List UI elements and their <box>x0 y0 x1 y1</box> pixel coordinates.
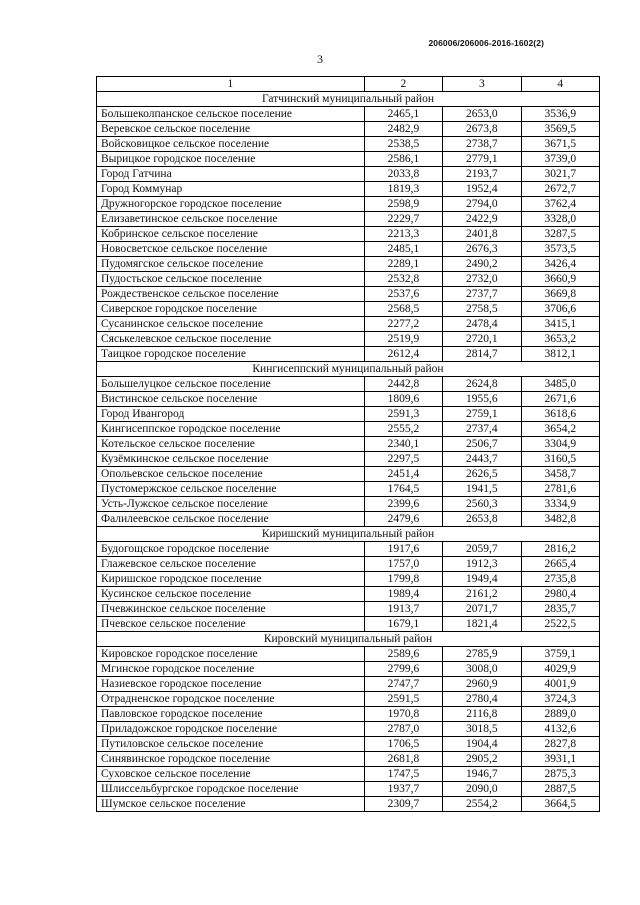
table-row <box>97 152 600 167</box>
value-col-2: 2277,2 <box>364 317 442 332</box>
value-col-4: 3573,5 <box>521 242 599 257</box>
value-col-2: 2586,1 <box>364 152 442 167</box>
settlement-name: Путиловское сельское поселение <box>97 737 365 752</box>
settlement-name: Рождественское сельское поселение <box>97 287 365 302</box>
value-col-2: 1937,7 <box>364 782 442 797</box>
value-col-4: 3762,4 <box>521 197 599 212</box>
district-name: Кингисеппский муниципальный район <box>97 362 600 377</box>
value-col-4: 2781,6 <box>521 482 599 497</box>
settlement-name: Павловское городское поселение <box>97 707 365 722</box>
table-row <box>97 572 600 587</box>
table-row <box>97 272 600 287</box>
value-col-3: 2676,3 <box>443 242 521 257</box>
settlement-name: Кусинское сельское поселение <box>97 587 365 602</box>
value-col-4: 3426,4 <box>521 257 599 272</box>
value-col-3: 2090,0 <box>443 782 521 797</box>
value-col-3: 2071,7 <box>443 602 521 617</box>
value-col-2: 2465,1 <box>364 107 442 122</box>
value-col-4: 2875,3 <box>521 767 599 782</box>
table-row <box>97 467 600 482</box>
settlement-name: Вистинское сельское поселение <box>97 392 365 407</box>
settlement-name: Город Коммунар <box>97 182 365 197</box>
value-col-2: 1799,8 <box>364 572 442 587</box>
table-row <box>97 422 600 437</box>
settlement-name: Город Ивангород <box>97 407 365 422</box>
district-row <box>97 632 600 647</box>
settlement-name: Киришское городское поселение <box>97 572 365 587</box>
value-col-4: 3304,9 <box>521 437 599 452</box>
table-row <box>97 227 600 242</box>
district-name: Кировский муниципальный район <box>97 632 600 647</box>
table-row <box>97 377 600 392</box>
value-col-3: 2737,7 <box>443 287 521 302</box>
value-col-3: 2737,4 <box>443 422 521 437</box>
settlement-name: Усть-Лужское сельское поселение <box>97 497 365 512</box>
value-col-4: 3812,1 <box>521 347 599 362</box>
value-col-3: 1941,5 <box>443 482 521 497</box>
value-col-4: 3931,1 <box>521 752 599 767</box>
table-row <box>97 617 600 632</box>
settlement-name: Мгинское городское поселение <box>97 662 365 677</box>
value-col-2: 2033,8 <box>364 167 442 182</box>
settlement-name: Вырицкое городское поселение <box>97 152 365 167</box>
page-number: 3 <box>317 52 323 66</box>
value-col-3: 1821,4 <box>443 617 521 632</box>
settlement-name: Сиверское городское поселение <box>97 302 365 317</box>
value-col-2: 2340,1 <box>364 437 442 452</box>
value-col-2: 2681,8 <box>364 752 442 767</box>
value-col-4: 4029,9 <box>521 662 599 677</box>
settlement-name: Приладожское городское поселение <box>97 722 365 737</box>
value-col-2: 2482,9 <box>364 122 442 137</box>
settlement-name: Шлиссельбургское городское поселение <box>97 782 365 797</box>
value-col-2: 2555,2 <box>364 422 442 437</box>
table-row <box>97 737 600 752</box>
value-col-4: 2816,2 <box>521 542 599 557</box>
value-col-3: 2116,8 <box>443 707 521 722</box>
value-col-3: 2758,5 <box>443 302 521 317</box>
value-col-4: 2665,4 <box>521 557 599 572</box>
table-row <box>97 242 600 257</box>
value-col-2: 1679,1 <box>364 617 442 632</box>
value-col-4: 3287,5 <box>521 227 599 242</box>
settlement-name: Назиевское городское поселение <box>97 677 365 692</box>
settlement-name: Будогощское городское поселение <box>97 542 365 557</box>
table-row <box>97 482 600 497</box>
value-col-2: 2297,5 <box>364 452 442 467</box>
value-col-4: 2980,4 <box>521 587 599 602</box>
settlement-name: Веревское сельское поселение <box>97 122 365 137</box>
settlement-name: Фалилеевское сельское поселение <box>97 512 365 527</box>
value-col-2: 2442,8 <box>364 377 442 392</box>
table-row <box>97 392 600 407</box>
value-col-2: 2598,9 <box>364 197 442 212</box>
value-col-4: 3334,9 <box>521 497 599 512</box>
settlement-name: Котельское сельское поселение <box>97 437 365 452</box>
value-col-4: 3160,5 <box>521 452 599 467</box>
value-col-3: 2814,7 <box>443 347 521 362</box>
table-row <box>97 212 600 227</box>
value-col-4: 3021,7 <box>521 167 599 182</box>
table-row <box>97 722 600 737</box>
value-col-3: 2720,1 <box>443 332 521 347</box>
table-body <box>97 77 600 812</box>
settlement-name: Большелуцкое сельское поселение <box>97 377 365 392</box>
settlement-name: Опольевское сельское поселение <box>97 467 365 482</box>
value-col-2: 1913,7 <box>364 602 442 617</box>
settlement-name: Кировское городское поселение <box>97 647 365 662</box>
value-col-3: 2960,9 <box>443 677 521 692</box>
value-col-3: 2794,0 <box>443 197 521 212</box>
value-col-4: 3660,9 <box>521 272 599 287</box>
value-col-3: 1946,7 <box>443 767 521 782</box>
value-col-3: 2626,5 <box>443 467 521 482</box>
value-col-2: 2309,7 <box>364 797 442 812</box>
column-header-3: 3 <box>443 77 521 92</box>
value-col-4: 3654,2 <box>521 422 599 437</box>
value-col-2: 2568,5 <box>364 302 442 317</box>
table-row <box>97 602 600 617</box>
table-row <box>97 797 600 812</box>
settlement-name: Пудомягское сельское поселение <box>97 257 365 272</box>
value-col-2: 2612,4 <box>364 347 442 362</box>
value-col-2: 2229,7 <box>364 212 442 227</box>
value-col-4: 2835,7 <box>521 602 599 617</box>
table-row <box>97 782 600 797</box>
value-col-4: 3653,2 <box>521 332 599 347</box>
value-col-3: 2653,0 <box>443 107 521 122</box>
value-col-3: 2193,7 <box>443 167 521 182</box>
table-row <box>97 707 600 722</box>
table-row <box>97 557 600 572</box>
value-col-4: 3458,7 <box>521 467 599 482</box>
value-col-2: 1989,4 <box>364 587 442 602</box>
value-col-4: 3759,1 <box>521 647 599 662</box>
value-col-3: 1912,3 <box>443 557 521 572</box>
value-col-2: 2591,3 <box>364 407 442 422</box>
table-row <box>97 677 600 692</box>
table-row <box>97 332 600 347</box>
value-col-4: 3669,8 <box>521 287 599 302</box>
table-row <box>97 287 600 302</box>
district-row <box>97 92 600 107</box>
value-col-3: 1952,4 <box>443 182 521 197</box>
table-row <box>97 752 600 767</box>
value-col-2: 2519,9 <box>364 332 442 347</box>
value-col-2: 2537,6 <box>364 287 442 302</box>
data-table <box>96 76 600 812</box>
value-col-2: 2538,5 <box>364 137 442 152</box>
value-col-4: 4132,6 <box>521 722 599 737</box>
value-col-3: 2443,7 <box>443 452 521 467</box>
value-col-4: 3415,1 <box>521 317 599 332</box>
table-row <box>97 662 600 677</box>
value-col-4: 2735,8 <box>521 572 599 587</box>
table-row <box>97 452 600 467</box>
value-col-3: 3018,5 <box>443 722 521 737</box>
table-row <box>97 692 600 707</box>
settlement-name: Город Гатчина <box>97 167 365 182</box>
value-col-3: 2905,2 <box>443 752 521 767</box>
settlement-name: Суховское сельское поселение <box>97 767 365 782</box>
value-col-2: 2479,6 <box>364 512 442 527</box>
value-col-4: 3482,8 <box>521 512 599 527</box>
value-col-3: 2780,4 <box>443 692 521 707</box>
settlement-name: Пудостьское сельское поселение <box>97 272 365 287</box>
settlement-name: Отрадненское городское поселение <box>97 692 365 707</box>
settlement-name: Елизаветинское сельское поселение <box>97 212 365 227</box>
value-col-2: 1764,5 <box>364 482 442 497</box>
value-col-2: 1809,6 <box>364 392 442 407</box>
value-col-2: 2787,0 <box>364 722 442 737</box>
table-row <box>97 647 600 662</box>
table-row <box>97 767 600 782</box>
table-row <box>97 407 600 422</box>
settlement-name: Войсковицкое сельское поселение <box>97 137 365 152</box>
value-col-3: 2785,9 <box>443 647 521 662</box>
value-col-4: 3671,5 <box>521 137 599 152</box>
table-row <box>97 167 600 182</box>
value-col-3: 1904,4 <box>443 737 521 752</box>
settlement-name: Кобринское сельское поселение <box>97 227 365 242</box>
value-col-4: 3536,9 <box>521 107 599 122</box>
value-col-4: 3706,6 <box>521 302 599 317</box>
settlement-name: Пчевское сельское поселение <box>97 617 365 632</box>
value-col-2: 2747,7 <box>364 677 442 692</box>
value-col-3: 2506,7 <box>443 437 521 452</box>
value-col-4: 3569,5 <box>521 122 599 137</box>
settlement-name: Сусанинское сельское поселение <box>97 317 365 332</box>
value-col-3: 2490,2 <box>443 257 521 272</box>
value-col-3: 2554,2 <box>443 797 521 812</box>
value-col-4: 2887,5 <box>521 782 599 797</box>
value-col-2: 2289,1 <box>364 257 442 272</box>
settlement-name: Кингисеппское городское поселение <box>97 422 365 437</box>
column-header-2: 2 <box>364 77 442 92</box>
value-col-3: 2059,7 <box>443 542 521 557</box>
table-row <box>97 587 600 602</box>
settlement-name: Шумское сельское поселение <box>97 797 365 812</box>
table-row <box>97 437 600 452</box>
value-col-3: 1955,6 <box>443 392 521 407</box>
column-header-row <box>97 77 600 92</box>
value-col-2: 2532,8 <box>364 272 442 287</box>
value-col-4: 2672,7 <box>521 182 599 197</box>
document-code: 206006/206006-2016-1602(2) <box>428 38 544 48</box>
value-col-4: 2671,6 <box>521 392 599 407</box>
value-col-2: 1747,5 <box>364 767 442 782</box>
district-row <box>97 527 600 542</box>
value-col-3: 2161,2 <box>443 587 521 602</box>
settlement-name: Таицкое городское поселение <box>97 347 365 362</box>
settlement-name: Синявинское городское поселение <box>97 752 365 767</box>
table-row <box>97 137 600 152</box>
district-row <box>97 362 600 377</box>
settlement-name: Кузёмкинское сельское поселение <box>97 452 365 467</box>
column-header-4: 4 <box>521 77 599 92</box>
value-col-2: 2213,3 <box>364 227 442 242</box>
value-col-4: 4001,9 <box>521 677 599 692</box>
value-col-4: 2827,8 <box>521 737 599 752</box>
value-col-3: 2653,8 <box>443 512 521 527</box>
value-col-4: 3724,3 <box>521 692 599 707</box>
value-col-4: 2522,5 <box>521 617 599 632</box>
table-row <box>97 317 600 332</box>
value-col-3: 2401,8 <box>443 227 521 242</box>
value-col-2: 2451,4 <box>364 467 442 482</box>
settlement-name: Дружногорское городское поселение <box>97 197 365 212</box>
table-row <box>97 107 600 122</box>
settlement-name: Большеколпанское сельское поселение <box>97 107 365 122</box>
settlement-name: Глажевское сельское поселение <box>97 557 365 572</box>
value-col-3: 2759,1 <box>443 407 521 422</box>
settlement-name: Новосветское сельское поселение <box>97 242 365 257</box>
value-col-3: 2732,0 <box>443 272 521 287</box>
settlement-name: Пчевжинское сельское поселение <box>97 602 365 617</box>
value-col-4: 3618,6 <box>521 407 599 422</box>
table-row <box>97 542 600 557</box>
value-col-3: 2673,8 <box>443 122 521 137</box>
value-col-4: 3739,0 <box>521 152 599 167</box>
value-col-2: 1757,0 <box>364 557 442 572</box>
table-row <box>97 302 600 317</box>
district-name: Киришский муниципальный район <box>97 527 600 542</box>
value-col-4: 3485,0 <box>521 377 599 392</box>
value-col-2: 1970,8 <box>364 707 442 722</box>
table-row <box>97 257 600 272</box>
value-col-4: 3328,0 <box>521 212 599 227</box>
value-col-3: 2478,4 <box>443 317 521 332</box>
value-col-2: 2399,6 <box>364 497 442 512</box>
settlement-name: Сяськелевское сельское поселение <box>97 332 365 347</box>
table-row <box>97 512 600 527</box>
value-col-3: 2422,9 <box>443 212 521 227</box>
table-row <box>97 347 600 362</box>
value-col-3: 2779,1 <box>443 152 521 167</box>
value-col-2: 2799,6 <box>364 662 442 677</box>
value-col-3: 1949,4 <box>443 572 521 587</box>
value-col-2: 1917,6 <box>364 542 442 557</box>
value-col-3: 2624,8 <box>443 377 521 392</box>
value-col-2: 1819,3 <box>364 182 442 197</box>
table-row <box>97 497 600 512</box>
value-col-2: 1706,5 <box>364 737 442 752</box>
value-col-3: 2560,3 <box>443 497 521 512</box>
settlement-name: Пустомержское сельское поселение <box>97 482 365 497</box>
value-col-4: 3664,5 <box>521 797 599 812</box>
column-header-1: 1 <box>97 77 365 92</box>
table-row <box>97 197 600 212</box>
value-col-4: 2889,0 <box>521 707 599 722</box>
value-col-2: 2589,6 <box>364 647 442 662</box>
table-row <box>97 122 600 137</box>
value-col-3: 3008,0 <box>443 662 521 677</box>
district-name: Гатчинский муниципальный район <box>97 92 600 107</box>
value-col-3: 2738,7 <box>443 137 521 152</box>
value-col-2: 2591,5 <box>364 692 442 707</box>
value-col-2: 2485,1 <box>364 242 442 257</box>
table-row <box>97 182 600 197</box>
